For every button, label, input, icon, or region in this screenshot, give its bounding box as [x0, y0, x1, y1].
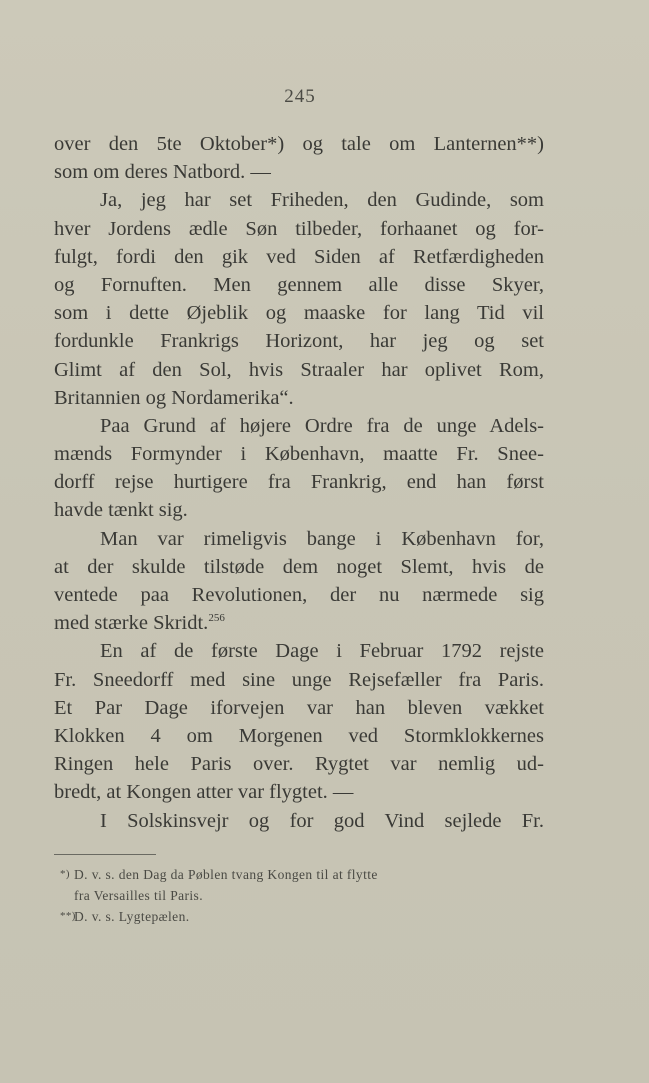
note-reference: 256 — [208, 612, 225, 625]
footnote — [60, 906, 540, 927]
text-line: En af de første Dage i Februar 1792 rejste — [100, 640, 544, 663]
text-line: I Solskinsvejr og for god Vind sejlede Fr. — [100, 809, 544, 832]
text-line: hver Jordens ædle Søn tilbeder, forhaanet og for- — [54, 217, 544, 240]
text-line: mænds Formynder i København, maatte Fr. Snee- — [54, 443, 544, 466]
footnote-rule — [54, 854, 156, 855]
text-line: med stærke Skridt. — [54, 612, 209, 635]
footnote-text: D. v. s. Lygtepælen. — [74, 909, 190, 924]
text-line: over den 5te Oktober*) og tale om Lanternen**) — [54, 133, 544, 155]
text-line: og Fornuften. Men gennem alle disse Skyer, — [54, 273, 544, 296]
footnote-text: fra Versailles til Paris. — [74, 888, 203, 903]
text-line: som i dette Øjeblik og maaske for lang Tid vil — [54, 302, 544, 325]
text-line: Fr. Sneedorff med sine unge Rejsefæller fra Paris. — [54, 668, 544, 691]
text-line: som om deres Natbord. — — [54, 161, 271, 184]
text-line: Glimt af den Sol, hvis Straaler har oplivet Rom, — [54, 358, 544, 381]
footnote-continuation — [60, 885, 540, 906]
text-line: at der skulde tilstøde dem noget Slemt, hvis de — [54, 555, 544, 578]
page-number: 245 — [284, 86, 316, 107]
text-line: Man var rimeligvis bange i København for, — [100, 527, 544, 550]
footnote — [60, 864, 540, 885]
text-line: Britannien og Nordamerika“. — [54, 386, 294, 409]
footnote-mark: **) — [60, 910, 76, 922]
footnote-text: D. v. s. den Dag da Pøblen tvang Kongen til at flytte — [74, 867, 378, 882]
text-line: Et Par Dage iforvejen var han bleven vækket — [54, 696, 544, 719]
text-line: fordunkle Frankrigs Horizont, har jeg og set — [54, 330, 544, 353]
footnote-mark: *) — [60, 868, 70, 880]
text-line: Ja, jeg har set Friheden, den Gudinde, som — [100, 189, 544, 212]
footnotes — [60, 864, 540, 927]
text-line: dorff rejse hurtigere fra Frankrig, end han først — [54, 471, 544, 494]
text-line-with-note — [54, 609, 544, 637]
text-line: Klokken 4 om Morgenen ved Stormklokkernes — [54, 724, 544, 747]
text-line: Paa Grund af højere Ordre fra de unge Adels- — [100, 414, 544, 437]
text-line: fulgt, fordi den gik ved Siden af Retfærdigheden — [54, 245, 544, 268]
text-line: bredt, at Kongen atter var flygtet. — — [54, 781, 354, 804]
text-line: havde tænkt sig. — [54, 499, 188, 522]
text-line: ventede paa Revolutionen, der nu nærmede sig — [54, 584, 544, 606]
body-text — [54, 130, 544, 835]
text-line: Ringen hele Paris over. Rygtet var nemlig ud- — [54, 753, 544, 776]
